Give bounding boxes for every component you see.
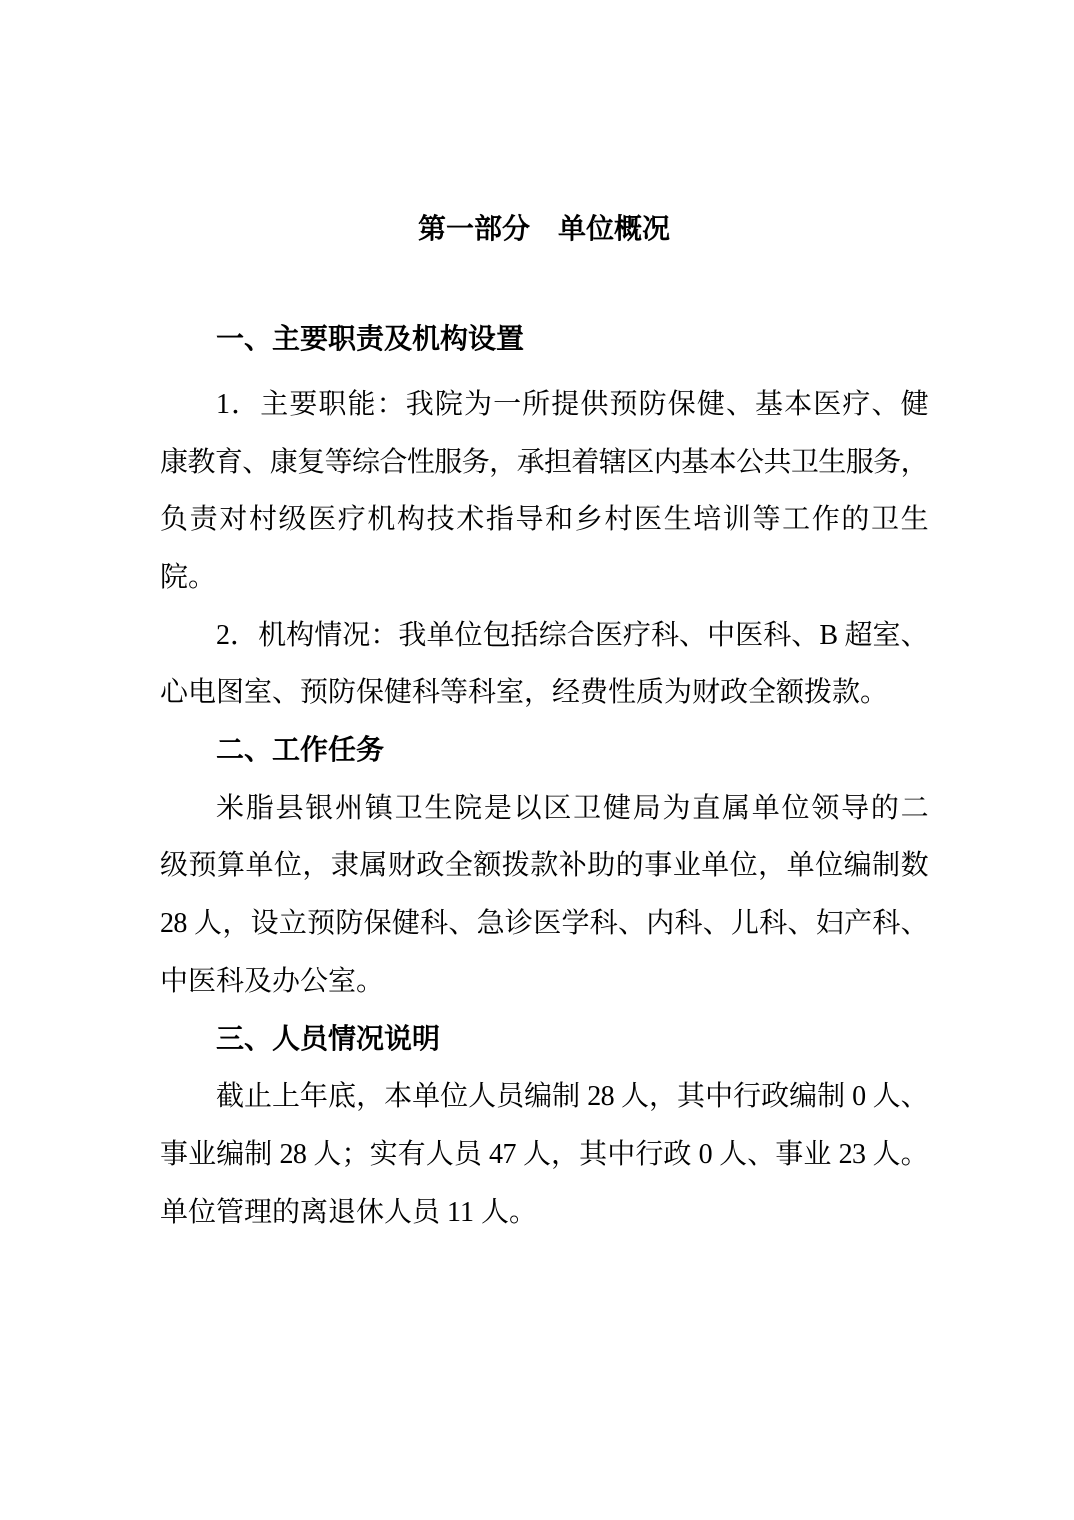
paragraph xyxy=(160,607,928,722)
paragraph-line: 1．主要职能：我院为一所提供预防保健、基本医疗、健 xyxy=(216,388,928,420)
paragraph-line: 2．机构情况：我单位包括综合医疗科、中医科、B 超室、 xyxy=(216,619,928,651)
paragraph-line: 中医科及办公室。 xyxy=(160,965,385,997)
paragraph-line: 负责对村级医疗机构技术指导和乡村医生培训等工作的卫生 xyxy=(160,504,928,536)
paragraph xyxy=(160,376,928,607)
document-body xyxy=(160,201,928,1241)
section-heading: 一、主要职责及机构设置 xyxy=(216,323,525,355)
paragraph-line: 康教育、康复等综合性服务，承担着辖区内基本公共卫生服务， xyxy=(160,446,928,478)
paragraph-line: 院。 xyxy=(160,562,217,594)
paragraph-line: 心电图室、预防保健科等科室，经费性质为财政全额拨款。 xyxy=(160,677,889,709)
paragraph-line: 单位管理的离退休人员 11 人。 xyxy=(160,1196,537,1228)
paragraph-line: 级预算单位，隶属财政全额拨款补助的事业单位，单位编制数 xyxy=(160,850,928,882)
paragraph xyxy=(160,1068,928,1241)
paragraph-line: 截止上年底，本单位人员编制 28 人，其中行政编制 0 人、 xyxy=(216,1081,928,1113)
paragraph-line: 事业编制 28 人；实有人员 47 人，其中行政 0 人、事业 23 人。 xyxy=(160,1138,928,1170)
page-title: 第一部分 单位概况 xyxy=(417,214,670,245)
paragraph-line: 米脂县银州镇卫生院是以区卫健局为直属单位领导的二 xyxy=(216,792,928,824)
section-heading: 三、人员情况说明 xyxy=(216,1023,441,1055)
section-heading: 二、工作任务 xyxy=(216,735,385,767)
paragraph xyxy=(160,780,928,1011)
paragraph-line: 28 人，设立预防保健科、急诊医学科、内科、儿科、妇产科、 xyxy=(160,908,928,940)
